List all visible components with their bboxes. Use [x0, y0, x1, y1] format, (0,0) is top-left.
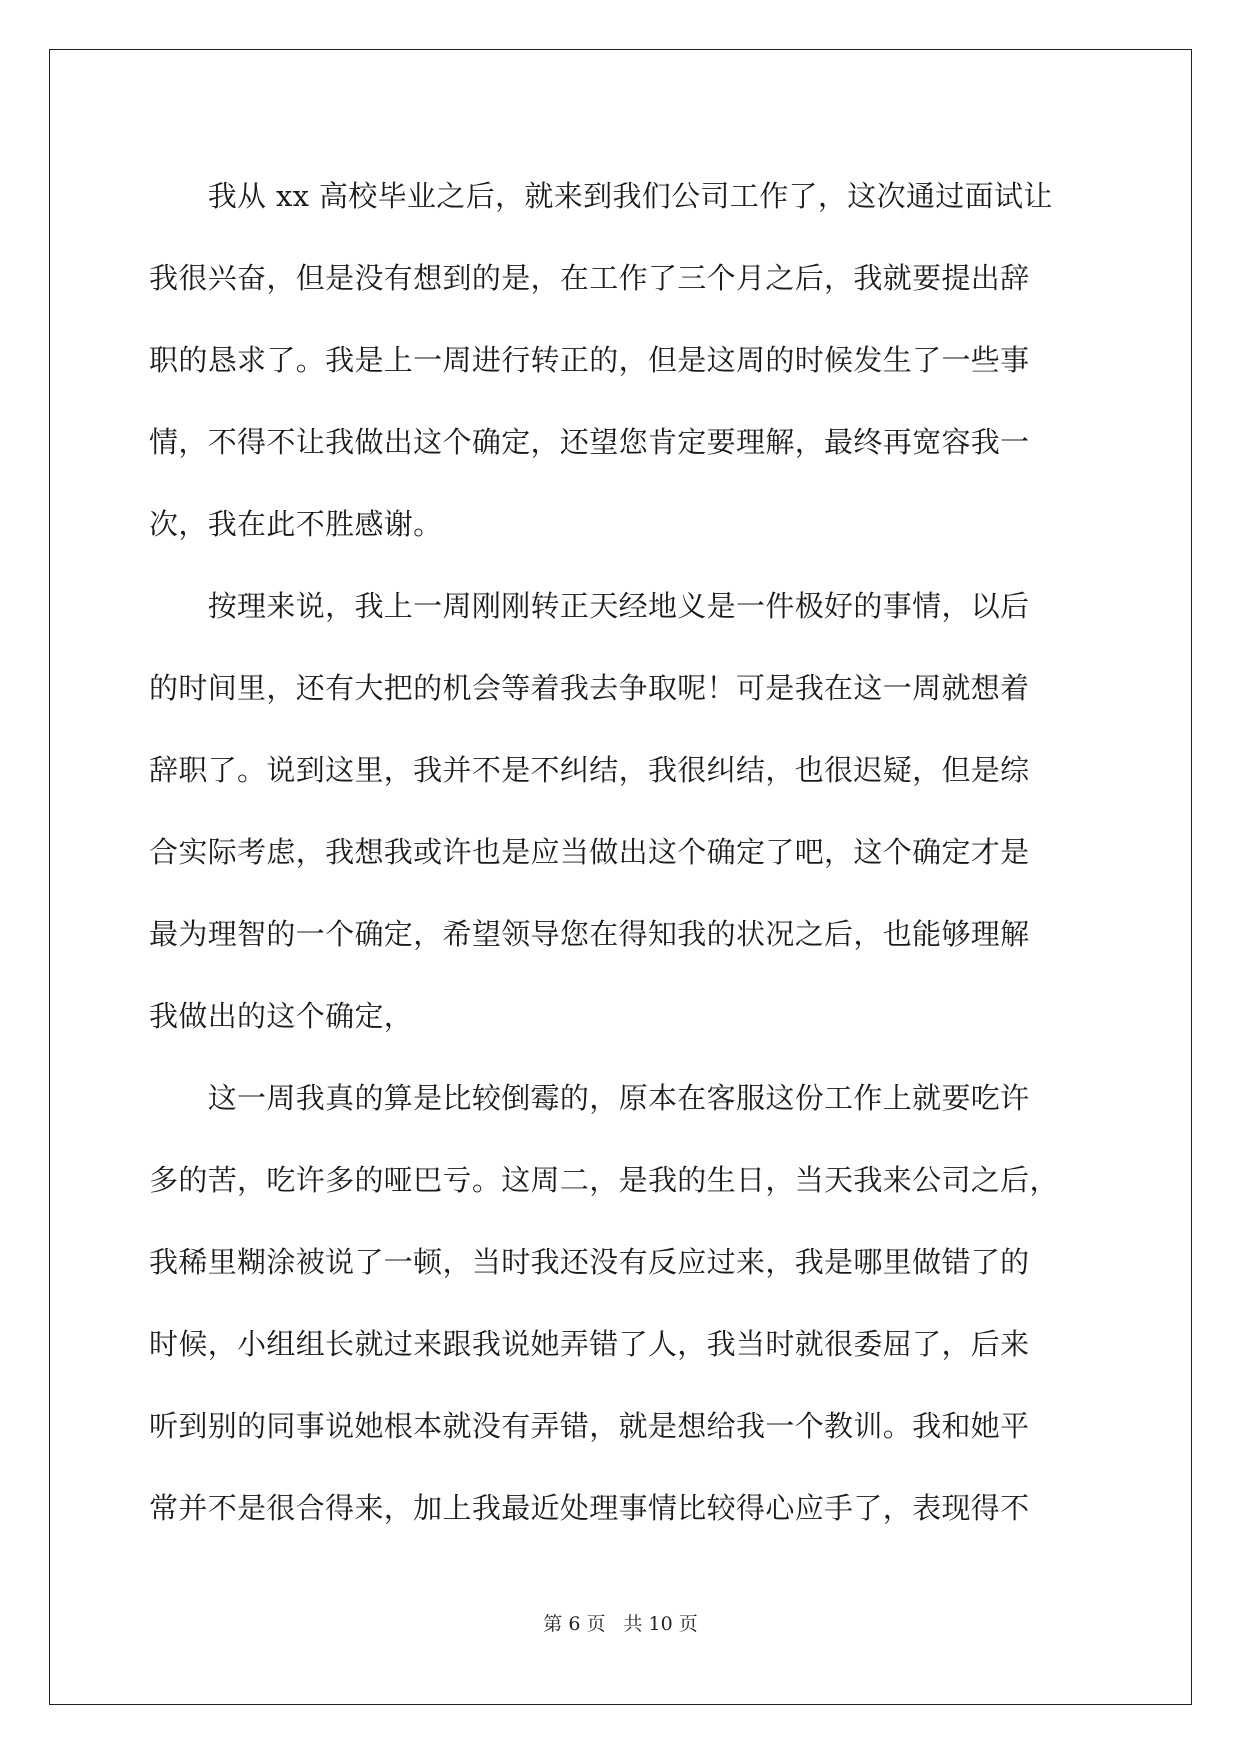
paragraph-2 [149, 565, 1089, 1057]
paragraph-1 [149, 155, 1089, 565]
text-line: 情，不得不让我做出这个确定，还望您肯定要理解，最终再宽容我一 [149, 425, 1030, 459]
text-line: 次，我在此不胜感谢。 [149, 507, 443, 541]
text-line: 我做出的这个确定， [149, 999, 414, 1033]
text-line: 辞职了。说到这里，我并不是不纠结，我很纠结，也很迟疑，但是综 [149, 753, 1030, 787]
text-line: 时候，小组组长就过来跟我说她弄错了人，我当时就很委屈了，后来 [149, 1327, 1030, 1361]
text-line: 这一周我真的算是比较倒霉的，原本在客服这份工作上就要吃许 [149, 1081, 1030, 1115]
page-footer [0, 1612, 1241, 1636]
text-line: 职的恳求了。我是上一周进行转正的，但是这周的时候发生了一些事 [149, 343, 1030, 377]
text-line: 多的苦，吃许多的哑巴亏。这周二，是我的生日，当天我来公司之后， [149, 1163, 1059, 1197]
paragraph-3 [149, 1057, 1089, 1549]
text-line: 我从 xx 高校毕业之后，就来到我们公司工作了，这次通过面试让 [149, 179, 1053, 213]
page-number: 第 6 页 [543, 1613, 606, 1635]
text-line: 最为理智的一个确定，希望领导您在得知我的状况之后，也能够理解 [149, 917, 1030, 951]
page-total: 共 10 页 [623, 1613, 698, 1635]
text-line: 按理来说，我上一周刚刚转正天经地义是一件极好的事情，以后 [149, 589, 1030, 623]
text-line: 我稀里糊涂被说了一顿，当时我还没有反应过来，我是哪里做错了的 [149, 1245, 1030, 1279]
text-line: 我很兴奋，但是没有想到的是，在工作了三个月之后，我就要提出辞 [149, 261, 1030, 295]
document-body [149, 155, 1089, 1549]
text-line: 的时间里，还有大把的机会等着我去争取呢！可是我在这一周就想着 [149, 671, 1030, 705]
text-line: 常并不是很合得来，加上我最近处理事情比较得心应手了，表现得不 [149, 1491, 1030, 1525]
text-line: 合实际考虑，我想我或许也是应当做出这个确定了吧，这个确定才是 [149, 835, 1030, 869]
text-line: 听到别的同事说她根本就没有弄错，就是想给我一个教训。我和她平 [149, 1409, 1030, 1443]
